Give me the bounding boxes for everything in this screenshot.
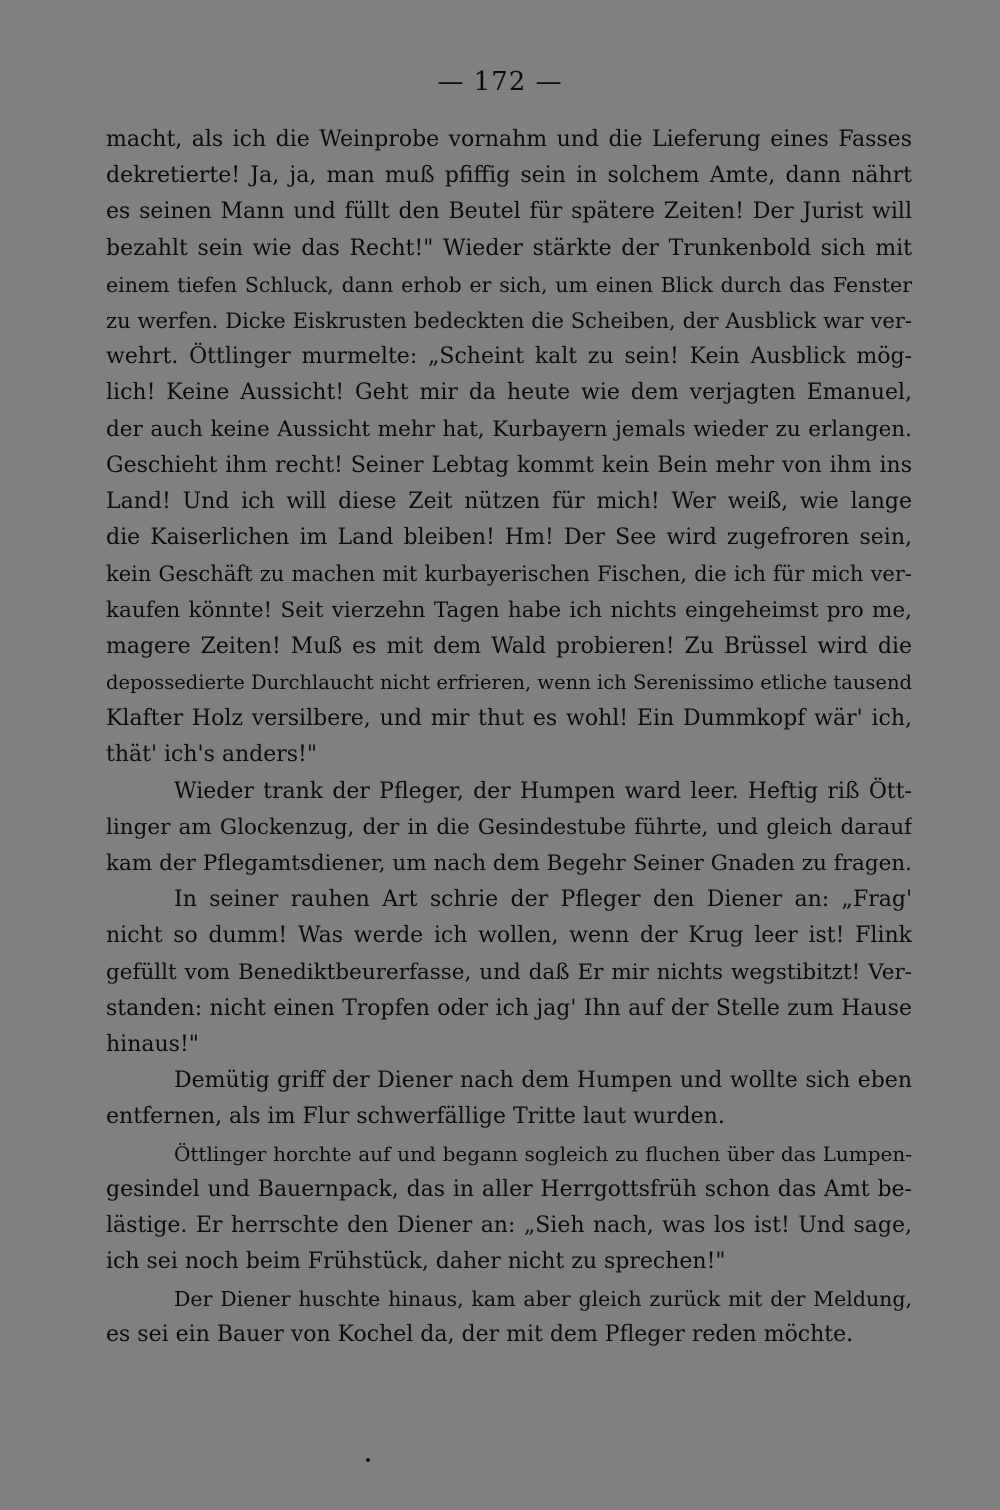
- text-line: Land! Und ich will diese Zeit nützen für mich! Wer weiß, wie lange: [106, 489, 912, 515]
- text-line: Klafter Holz versilbere, und mir thut es wohl! Ein Dummkopf wär' ich,: [106, 706, 912, 732]
- text-line: wehrt. Öttlinger murmelte: „Scheint kalt zu sein! Kein Ausblick mög-: [106, 344, 912, 370]
- text-line: gefüllt vom Benediktbeurerfasse, und daß Er mir nichts wegstibitzt! Ver-: [106, 959, 912, 985]
- text-line: es sei ein Bauer von Kochel da, der mit dem Pfleger reden möchte.: [106, 1321, 854, 1347]
- text-line: einem tiefen Schluck, dann erhob er sich, um einen Blick durch das Fenster: [106, 272, 912, 297]
- text-line: kaufen könnte! Seit vierzehn Tagen habe ich nichts eingeheimst pro me,: [106, 597, 912, 623]
- text-line: lästige. Er herrschte den Diener an: „Sieh nach, was los ist! Und sage,: [106, 1213, 912, 1239]
- page-number: — 172 —: [437, 67, 563, 97]
- text-line: kein Geschäft zu machen mit kurbayerischen Fischen, die ich für mich ver-: [106, 562, 912, 587]
- text-line: nicht so dumm! Was werde ich wollen, wenn der Krug leer ist! Flink: [106, 923, 912, 949]
- text-line: Der Diener huschte hinaus, kam aber gleich zurück mit der Meldung,: [174, 1286, 912, 1311]
- text-line: der auch keine Aussicht mehr hat, Kurbayern jemals wieder zu erlangen.: [106, 416, 912, 442]
- text-line: es seinen Mann und füllt den Beutel für spätere Zeiten! Der Jurist will: [106, 199, 912, 225]
- text-line: zu werfen. Dicke Eiskrusten bedeckten die Scheiben, der Ausblick war ver-: [106, 309, 912, 334]
- text-line: bezahlt sein wie das Recht!" Wieder stärkte der Trunkenbold sich mit: [106, 235, 912, 261]
- text-line: entfernen, als im Flur schwerfällige Tritte laut wurden.: [106, 1104, 725, 1130]
- text-line: In seiner rauhen Art schrie der Pfleger den Diener an: „Frag': [174, 887, 912, 913]
- text-line: kam der Pflegamtsdiener, um nach dem Begehr Seiner Gnaden zu fragen.: [106, 851, 912, 877]
- text-line: die Kaiserlichen im Land bleiben! Hm! Der See wird zugefroren sein,: [106, 525, 912, 551]
- text-line: Wieder trank der Pfleger, der Humpen ward leer. Heftig riß Ött-: [174, 778, 912, 804]
- text-line: macht, als ich die Weinprobe vornahm und die Lieferung eines Fasses: [106, 127, 912, 152]
- text-line: Geschieht ihm recht! Seiner Lebtag kommt kein Bein mehr von ihm ins: [106, 452, 912, 478]
- text-line: linger am Glockenzug, der in die Gesindestube führte, und gleich darauf: [106, 814, 912, 840]
- body-text: [106, 122, 912, 1353]
- text-line: thät' ich's anders!": [106, 742, 318, 768]
- text-line: dekretierte! Ja, ja, man muß pfiffig sein in solchem Amte, dann nährt: [106, 163, 912, 189]
- text-line: depossedierte Durchlaucht nicht erfrieren, wenn ich Serenissimo etliche tausend: [106, 671, 912, 695]
- text-line: Öttlinger horchte auf und begann sogleich zu fluchen über das Lumpen-: [174, 1141, 912, 1166]
- text-line: magere Zeiten! Muß es mit dem Wald probieren! Zu Brüssel wird die: [106, 633, 912, 659]
- text-line: standen: nicht einen Tropfen oder ich jag' Ihn auf der Stelle zum Hause: [106, 995, 912, 1021]
- text-line: lich! Keine Aussicht! Geht mir da heute wie dem verjagten Emanuel,: [106, 380, 912, 406]
- text-line: ich sei noch beim Frühstück, daher nicht zu sprechen!": [106, 1249, 726, 1275]
- text-line: gesindel und Bauernpack, das in aller Herrgottsfrüh schon das Amt be-: [106, 1176, 912, 1202]
- text-line: hinaus!": [106, 1032, 199, 1058]
- print-speck: [366, 1458, 370, 1462]
- text-line: Demütig griff der Diener nach dem Humpen und wollte sich eben: [174, 1068, 912, 1094]
